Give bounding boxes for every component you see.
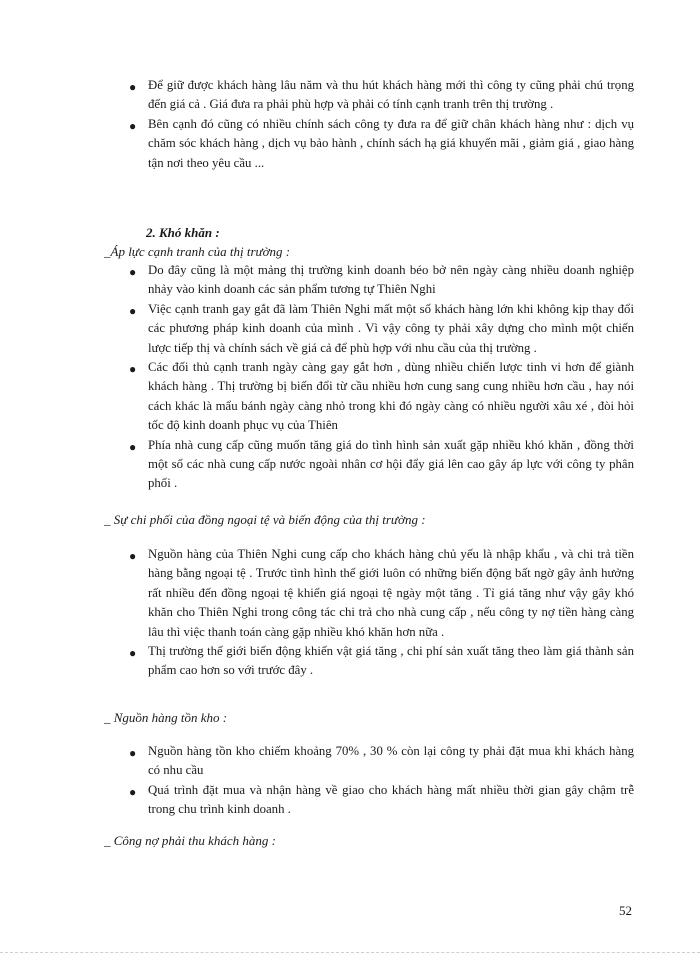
bullet-icon: ● [129,746,137,760]
list-item [128,781,634,820]
bullet-icon: ● [129,784,137,799]
list-item [128,545,634,642]
list-item [128,300,634,358]
list-item-text: Nguồn hàng của Thiên Nghi cung cấp cho khách hàng chủ yếu là nhập khẩu , và chi trả tiền hàng bằng ngoại tệ . Trước tình hình thế giới luôn có những biến động bất ngờ gây ảnh hưởng rất nhiều đến đồng ngoại tệ khiến giá ngoại tệ ngày một tăng . Tỉ giá tăng như vậy gây khó khăn cho Thiên Nghi trong công tác chi trả cho nhà cung cấp , nếu công ty nợ tiền hàng càng lâu thì việc thanh toán càng gặp nhiều khó khăn hơn nữa . [148,547,634,639]
list-item [128,76,634,115]
bullet-icon: ● [129,303,137,318]
currency-bullet-list [128,545,634,681]
list-item-text: Bên cạnh đó cũng có nhiều chính sách công ty đưa ra để giữ chân khách hàng như : dịch vụ chăm sóc khách hàng , dịch vụ bảo hành , chính sách hạ giá khuyến mãi , giảm giá , giao hàng tận nơi theo yêu cầu ... [148,116,634,170]
list-item-text: Để giữ được khách hàng lâu năm và thu hút khách hàng mới thì công ty cũng phải chú trọng đến giá cả . Giá đưa ra phải phù hợp và phải có tính cạnh tranh trên thị trường . [148,78,634,112]
list-item [128,115,634,173]
bullet-icon: ● [129,265,137,279]
currency-heading: _ Sự chi phối của đồng ngoại tệ và biến động của thị trường : [104,512,426,527]
list-item-text: Các đối thủ cạnh tranh ngày càng gay gắt hơn , dùng nhiều chiến lược tinh vi hơn để giành khách hàng . Thị trường bị biến đổi từ cầu nhiều hơn cung sang cung nhiều hơn cầu , hay nói cách khác là mẩu bánh ngày càng nhỏ trong khi đó ngày càng có nhiều người xâu xé , đòi hỏi tốc độ kinh doanh phục vụ của Thiên [148,360,634,433]
list-item-text: Quá trình đặt mua và nhận hàng về giao cho khách hàng mất nhiều thời gian gây chậm trễ trong chu trình kinh doanh . [148,782,634,817]
bullet-icon: ● [129,646,137,661]
list-item-text: Nguồn hàng tồn kho chiếm khoảng 70% , 30 % còn lại công ty phải đặt mua khi khách hàng có nhu cầu [148,744,634,778]
list-item-text: Thị trường thế giới biến động khiến vật giá tăng , chi phí sản xuất tăng theo làm giá thành sản phẩm cao hơn so với trước đây . [148,644,634,678]
section-title: 2. Khó khăn : [146,225,220,240]
list-item-text: Phía nhà cung cấp cũng muốn tăng giá do tình hình sản xuất gặp nhiều khó khăn , đồng thời một số các nhà cung cấp nước ngoài nhân cơ hội đẩy giá lên cao gây áp lực với công ty phân phối . [148,437,634,491]
list-item-text: Do đây cũng là một mảng thị trường kinh doanh béo bở nên ngày càng nhiều doanh nghiệp nhảy vào kinh doanh các sản phẩm tương tự Thiên Nghi [148,263,634,297]
intro-bullet-list [128,76,634,173]
pressure-bullet-list [128,261,634,494]
footer-divider [0,952,700,953]
pressure-heading: _Áp lực cạnh tranh của thị trường : [104,244,291,259]
list-item [128,261,634,300]
inventory-bullet-list [128,742,634,820]
list-item [128,642,634,681]
bullet-icon: ● [129,118,137,133]
list-item [128,358,634,436]
page-number: 52 [619,903,632,918]
inventory-heading: _ Nguồn hàng tồn kho : [104,710,228,725]
list-item [128,436,634,494]
bullet-icon: ● [129,362,137,377]
bullet-icon: ● [129,80,137,94]
bullet-icon: ● [129,439,137,454]
list-item-text: Việc cạnh tranh gay gắt đã làm Thiên Nghi mất một số khách hàng lớn khi không kịp thay đổi các phương pháp kinh doanh của mình . Vì vậy công ty phải xây dựng cho mình một chiến lược tiếp thị và chính sách về giá cả để phù hợp với nhu cầu của thị trường . [148,301,634,355]
list-item [128,742,634,781]
bullet-icon: ● [129,549,137,563]
receivables-heading: _ Công nợ phải thu khách hàng : [104,833,276,848]
